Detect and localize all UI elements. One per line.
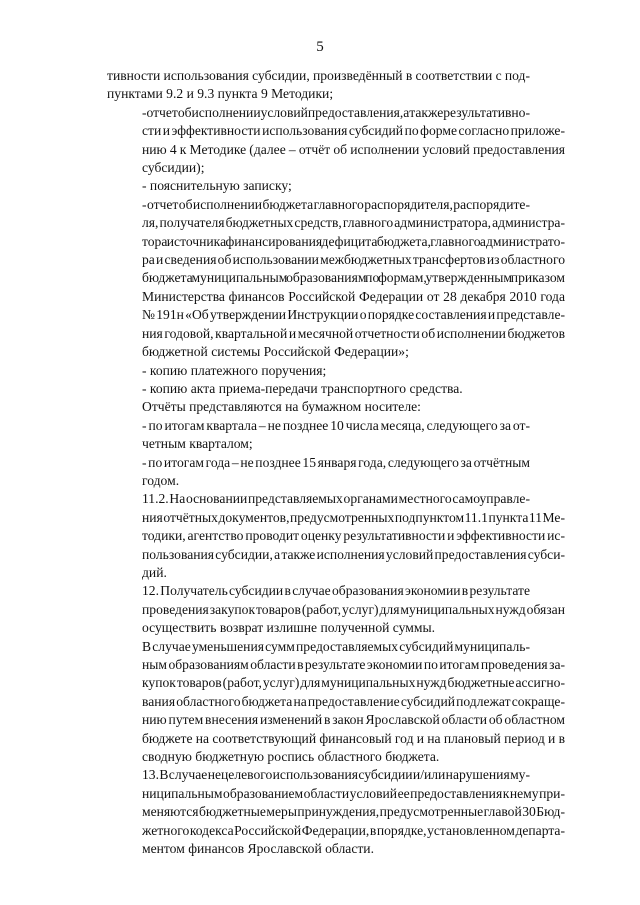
paragraph bbox=[107, 582, 565, 637]
text-line: субсидии); bbox=[142, 160, 205, 176]
text-line: - по итогам квартала – не позднее 10 числа месяца, следующего за от- bbox=[142, 417, 530, 433]
text-line: сти и эффективности использования субсидий по форме согласно приложе- bbox=[142, 123, 565, 139]
text-line: осуществить возврат излишне полученной суммы. bbox=[142, 620, 436, 636]
text-line: сводную бюджетную роспись областного бюджета. bbox=[142, 749, 440, 765]
text-line: ра и сведения об использовании межбюджетных трансфертов из областного bbox=[142, 252, 565, 268]
text-line: Отчёты представляются на бумажном носителе: bbox=[142, 399, 421, 415]
text-line: - отчет об исполнении условий предоставления, а также результативно- bbox=[142, 104, 530, 120]
text-line: - по итогам года – не позднее 15 января года, следующего за отчётным bbox=[142, 454, 530, 470]
text-line: жетного кодекса Российской Федерации, в порядке, установленном департа- bbox=[142, 822, 565, 838]
text-line: годом. bbox=[142, 472, 180, 488]
page-number: 5 bbox=[316, 39, 324, 55]
text-line: В случае уменьшения сумм предоставляемых субсидий муниципаль- bbox=[142, 638, 530, 654]
text-line: пользования субсидии, а также исполнения условий предоставления субси- bbox=[142, 546, 565, 562]
text-line: вания областного бюджета на предоставление субсидий подлежат сокраще- bbox=[142, 693, 565, 709]
text-line: ментом финансов Ярославской области. bbox=[142, 841, 374, 857]
text-line: 11.2. На основании представляемых органами местного самоуправле- bbox=[142, 491, 530, 507]
text-line: Министерства финансов Российской Федерации от 28 декабря 2010 года bbox=[142, 288, 565, 304]
text-line: № 191н «Об утверждении Инструкции о порядке составления и представле- bbox=[142, 307, 565, 323]
text-line: пунктами 9.2 и 9.3 пункта 9 Методики; bbox=[107, 86, 334, 102]
text-line: нию 4 к Методике (далее – отчёт об исполнении условий предоставления bbox=[142, 141, 565, 157]
text-line: бюджете на соответствующий финансовый год и на плановый период и в bbox=[142, 730, 565, 746]
text-line: нию путем внесения изменений в закон Ярославской области об областном bbox=[142, 712, 565, 728]
document-body bbox=[107, 67, 565, 858]
text-line: ниципальным образованием области условий ее предоставления к нему при- bbox=[142, 785, 565, 801]
text-line: ным образованиям области в результате экономии по итогам проведения за- bbox=[142, 657, 565, 672]
text-line: - копию платежного поручения; bbox=[142, 362, 327, 378]
text-line: ния годовой, квартальной и месячной отчетности об исполнении бюджетов bbox=[142, 325, 565, 341]
text-line: 13. В случае нецелевого использования субсидии и/или нарушения му- bbox=[142, 767, 530, 783]
paragraph bbox=[107, 417, 530, 454]
paragraph bbox=[107, 638, 565, 767]
text-line: - копию акта приема-передачи транспортного средства. bbox=[142, 380, 463, 396]
text-line: купок товаров (работ, услуг) для муниципальных нужд бюджетные ассигно- bbox=[142, 675, 565, 691]
paragraph bbox=[107, 380, 530, 398]
text-line: бюджета муниципальным образованиям по формам, утвержденным приказом bbox=[142, 270, 565, 286]
text-line: меняются бюджетные меры принуждения, предусмотренные главой 30 Бюд- bbox=[142, 804, 565, 820]
text-line: 12. Получатель субсидии в случае образования экономии в результате bbox=[142, 583, 530, 599]
text-line: тивности использования субсидии, произведённый в соответствии с под- bbox=[107, 68, 530, 83]
text-line: проведения закупок товаров (работ, услуг) для муниципальных нужд обязан bbox=[142, 601, 565, 617]
paragraph bbox=[107, 177, 530, 195]
text-line: четным кварталом; bbox=[142, 436, 253, 452]
text-line: бюджетной системы Российской Федерации»; bbox=[142, 344, 409, 360]
text-line: дий. bbox=[142, 564, 167, 580]
text-line: - отчет об исполнении бюджета главного распорядителя, распорядите- bbox=[142, 196, 530, 212]
paragraph bbox=[107, 454, 530, 491]
paragraph bbox=[107, 196, 565, 362]
text-line: тодики, агентство проводит оценку результативности и эффективности ис- bbox=[142, 528, 565, 544]
paragraph bbox=[107, 490, 565, 582]
paragraph bbox=[107, 766, 565, 858]
paragraph bbox=[107, 362, 530, 380]
text-line: - пояснительную записку; bbox=[142, 178, 292, 194]
text-line: ния отчётных документов, предусмотренных подпунктом 11.1 пункта 11 Ме- bbox=[142, 509, 565, 525]
paragraph bbox=[107, 104, 565, 178]
text-line: тора источника финансирования дефицита бюджета, главного администрато- bbox=[142, 233, 565, 249]
paragraph bbox=[107, 67, 530, 104]
text-line: ля, получателя бюджетных средств, главного администратора, администра- bbox=[142, 215, 565, 231]
paragraph bbox=[107, 398, 530, 416]
